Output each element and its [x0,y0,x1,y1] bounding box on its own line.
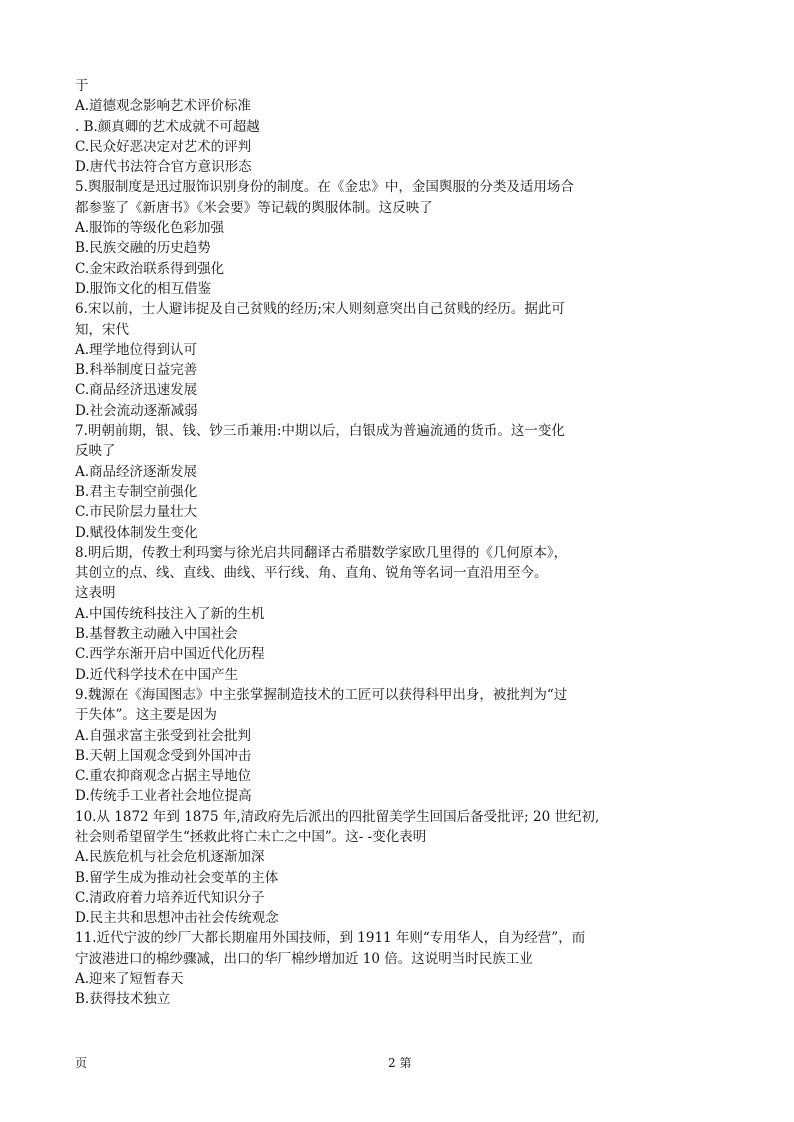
text-line: 知，宋代 [75,321,129,338]
text-line: 于 [75,78,89,94]
text-line: C.市民阶层力量壮大 [75,504,198,521]
text-line: 5.舆服制度是迅过服饰识别身份的制度。在《金忠》中，金国舆服的分类及适用场合 [75,179,574,196]
text-line: 10.从 1872 年到 1875 年,清政府先后派出的四批留美学生回国后备受批评; 20 世纪初, [75,808,600,825]
text-line: D.社会流动逐渐减弱 [75,402,198,419]
text-line: 反映了 [75,443,116,460]
text-line: B.获得技术独立 [75,991,171,1008]
text-line: C.民众好恶决定对艺术的评判 [75,138,252,155]
text-line: A.理学地位得到认可 [75,341,198,358]
text-line: 7.明朝前期，银、钱、钞三币兼用:中期以后，白银成为普遍流通的货币。这一变化 [75,423,565,440]
text-line: C.清政府着力培养近代知识分子 [75,889,265,906]
text-line: 其创立的点、线、直线、曲线、平行线、角、直角、锐角等名词一直沿用至今。 [75,565,548,582]
text-line: B.基督教主动融入中国社会 [75,626,238,643]
text-line: D.赋役体制发生变化 [75,524,198,541]
text-line: A.服饰的等级化色彩加强 [75,220,225,237]
text-line: 这表明 [75,585,116,602]
text-line: 都参鉴了《新唐书》《米会要》等记载的舆服体制。这反映了 [75,199,433,216]
text-line: B.科举制度日益完善 [75,362,198,379]
text-line: 于失体”。这主要是因为 [75,707,217,724]
text-line: 8.明后期，传教士利玛窦与徐光启共同翻译古希腊数学家欧几里得的《几何原本》， [75,544,568,561]
text-line: B.天朝上国观念受到外国冲击 [75,747,252,764]
page-content [75,76,725,1010]
text-line: D.服饰文化的相互借鉴 [75,280,212,297]
text-line: A.商品经济逐渐发展 [75,463,198,480]
footer-page-label: 页 [75,1056,88,1070]
text-line: A.迎来了短暂春天 [75,971,184,988]
text-line: C.金宋政治联系得到强化 [75,260,225,277]
text-line: D.近代科学技术在中国产生 [75,666,239,683]
text-line: C.西学东渐开启中国近代化历程 [75,646,265,663]
text-line: A.自强求富主张受到社会批判 [75,727,252,744]
text-line: 社会则希望留学生“拯救此将亡未亡之中国”。这- -变化表明 [75,828,427,845]
text-line: A.中国传统科技注入了新的生机 [75,605,265,622]
text-line: A.道德观念影响艺术评价标准 [75,98,252,115]
text-line: 9.魏源在《海国图志》中主张掌握制造技术的工匠可以获得科甲出身，被批判为“过 [75,686,568,703]
text-line: D.民主共和思想冲击社会传统观念 [75,910,279,927]
text-line: 11.近代宁波的纱厂大都长期雇用外国技师，到 1911 年则“专用华人，自为经营”，而 [75,930,586,947]
text-line: B.民族交融的历史趋势 [75,240,211,257]
text-line: C.重农抑商观念占据主导地位 [75,768,252,785]
footer-page-number: 2 第 [388,1056,412,1070]
text-line: 宁波港进口的棉纱骤减，出口的华厂棉纱增加近 10 倍。这说明当时民族工业 [75,950,533,967]
text-line: B.君主专制空前强化 [75,483,198,500]
text-line: C.商品经济迅速发展 [75,382,198,399]
text-line: . B.颜真卿的艺术成就不可超越 [75,118,260,135]
text-line: A.民族危机与社会危机逐渐加深 [75,849,265,866]
text-line: B.留学生成为推动社会变革的主体 [75,869,279,886]
text-line: D.唐代书法符合官方意识形态 [75,159,252,176]
text-line: 6.宋以前，士人避讳捉及自己贫贱的经历;宋人则刻意突出自己贫贱的经历。据此可 [75,301,565,318]
text-line: D.传统手工业者社会地位提高 [75,788,252,805]
